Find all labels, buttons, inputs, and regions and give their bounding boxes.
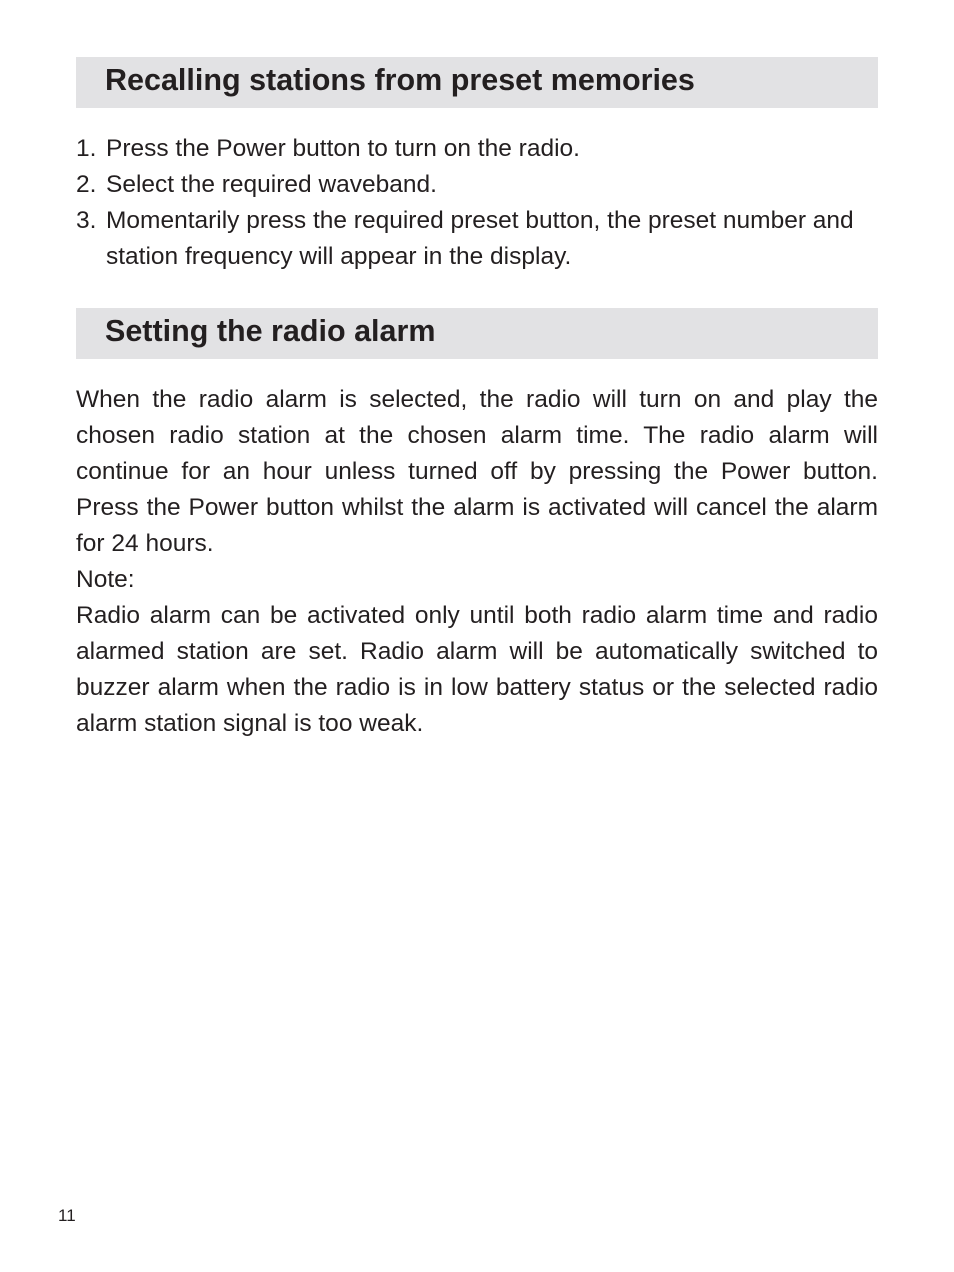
list-item [76, 167, 878, 203]
step-number: 1. [76, 135, 97, 162]
step-text: Momentarily press the required preset button, the preset number and station frequency will appear in the display. [106, 207, 854, 270]
step-number: 3. [76, 207, 97, 234]
paragraph: Radio alarm can be activated only until both radio alarm time and radio alarmed station are set. Radio alarm will be automatically switched to buzzer alarm when the radio is in low battery status or the selected radio alarm station signal is too weak. [76, 602, 878, 737]
page-number: 11 [58, 1206, 76, 1225]
section-title: Setting the radio alarm [105, 314, 436, 348]
steps-list [76, 131, 878, 275]
paragraph: When the radio alarm is selected, the radio will turn on and play the chosen radio station at the chosen alarm time. The radio alarm will continue for an hour unless turned off by pressing the Power button. Press the Power button whilst the alarm is activated will cancel the alarm for 24 hours. [76, 386, 878, 557]
section-title: Recalling stations from preset memories [105, 63, 695, 97]
radio-alarm-body [76, 382, 878, 742]
section-header-radio-alarm [76, 308, 878, 359]
section-header-recalling [76, 57, 878, 108]
list-item [76, 131, 878, 167]
step-text: Press the Power button to turn on the radio. [106, 135, 580, 162]
step-number: 2. [76, 171, 97, 198]
list-item [76, 203, 878, 275]
note-label: Note: [76, 566, 135, 593]
step-text: Select the required waveband. [106, 171, 437, 198]
